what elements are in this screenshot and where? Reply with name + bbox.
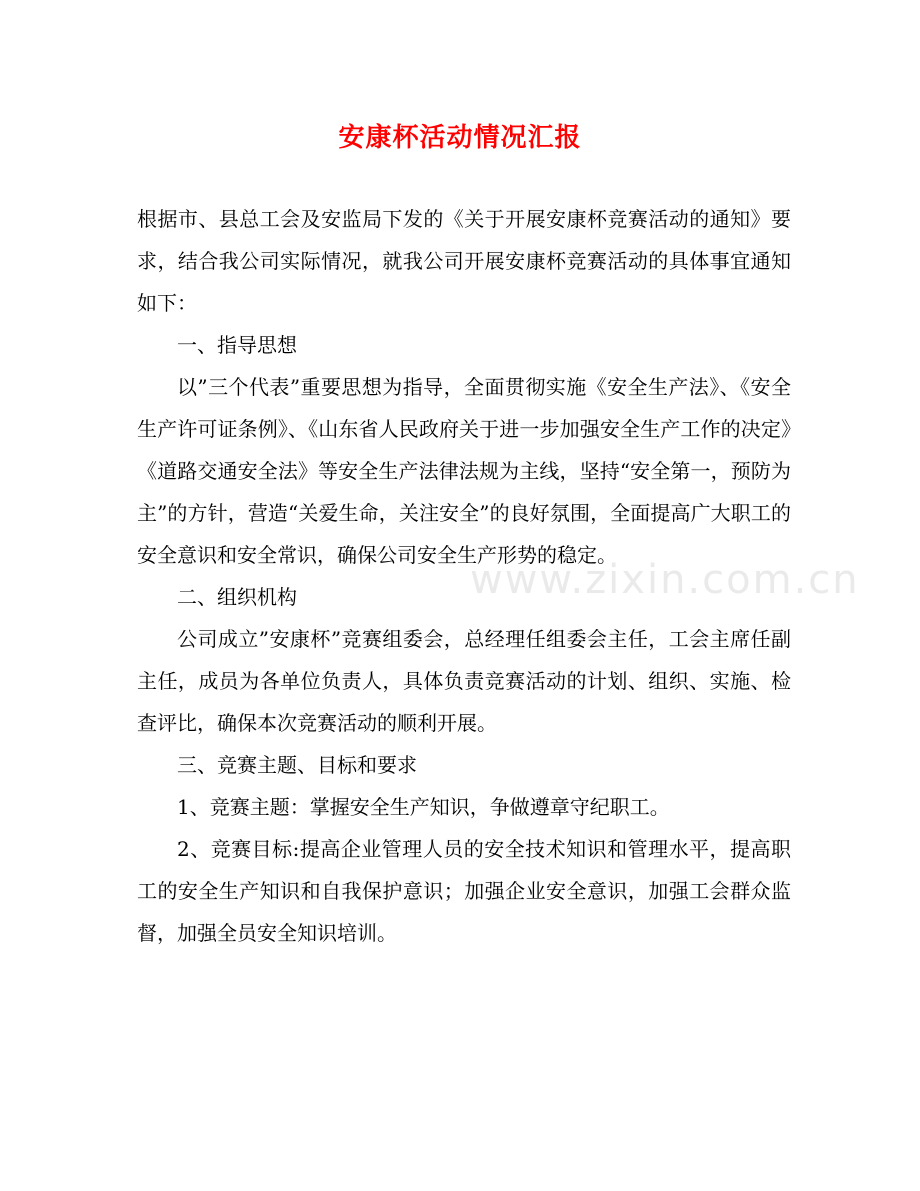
paragraph-competition-theme: 1、竞赛主题：掌握安全生产知识，争做遵章守纪职工。 — [177, 795, 670, 819]
paragraph-intro: 根据市、县总工会及安监局下发的《关于开展安康杯竞赛活动的通知》要求，结合我公司实际情况，就我公司开展安康杯竞赛活动的具体事宜通知如下： — [137, 207, 791, 315]
paragraph-competition-goal: 2、竞赛目标:提高企业管理人员的安全技术知识和管理水平，提高职工的安全生产知识和自我保护意识；加强企业安全意识，加强工会群众监督，加强全员安全知识培训。 — [137, 837, 791, 945]
section-heading-competition: 三、竞赛主题、目标和要求 — [177, 753, 417, 777]
document-title: 安康杯活动情况汇报 — [338, 123, 582, 153]
paragraph-guiding-ideology: 以”三个代表”重要思想为指导，全面贯彻实施《安全生产法》、《安全生产许可证条例》、《山东省人民政府关于进一步加强安全生产工作的决定》《道路交通安全法》等安全生产法律法规为主线，坚持“安全第一，预防为主”的方针，营造“关爱生命，关注安全”的良好氛围，全面提高广大职工的安全意识和安全常识，确保公司安全生产形势的稳定。 — [137, 375, 791, 567]
document-body — [137, 198, 791, 954]
section-heading-guiding-ideology: 一、指导思想 — [177, 333, 297, 357]
section-heading-organization: 二、组织机构 — [177, 585, 297, 609]
watermark: www.zixin.com.cn — [470, 557, 860, 603]
paragraph-organization: 公司成立”安康杯”竞赛组委会，总经理任组委会主任，工会主席任副主任，成员为各单位负责人，具体负责竞赛活动的计划、组织、实施、检查评比，确保本次竞赛活动的顺利开展。 — [137, 627, 791, 735]
